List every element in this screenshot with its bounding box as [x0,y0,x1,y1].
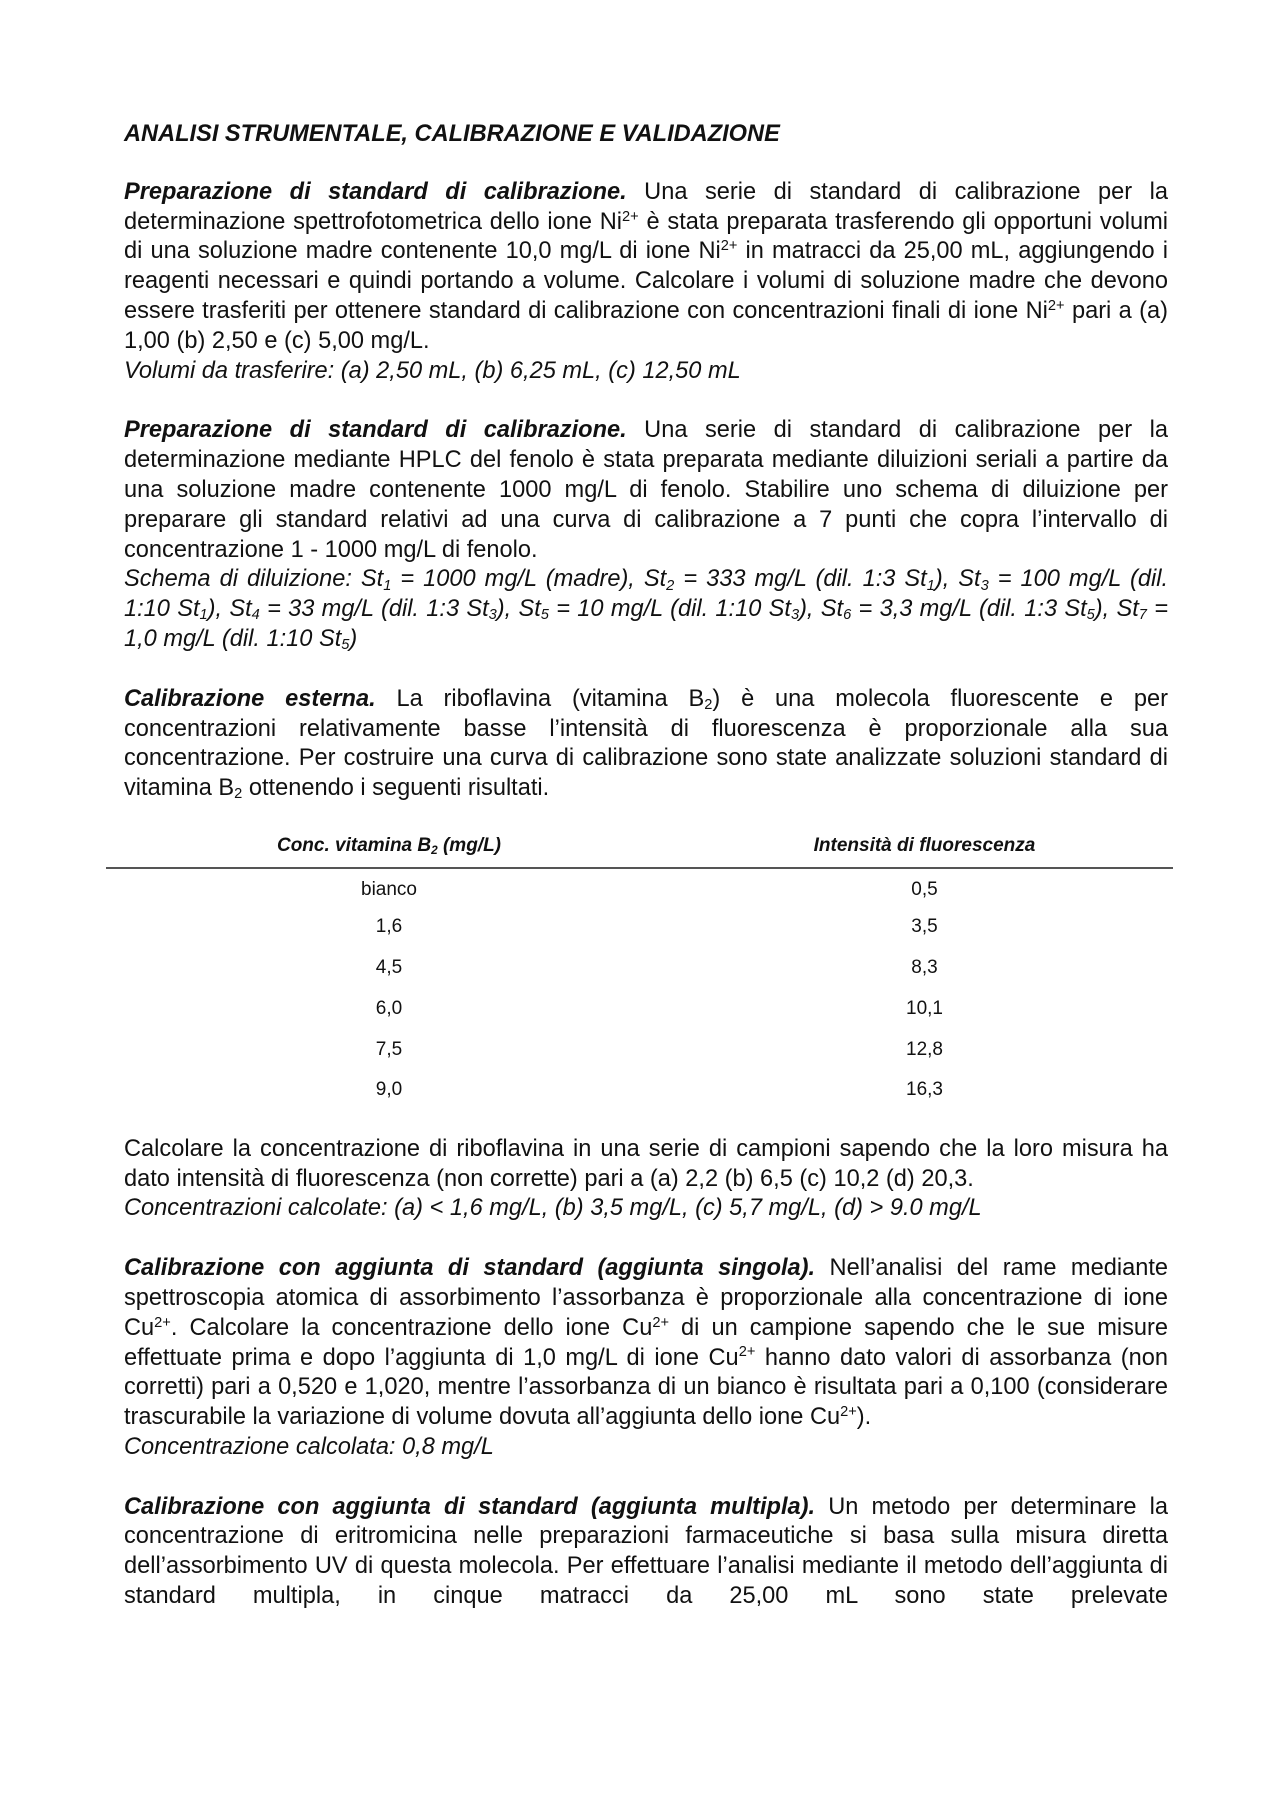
standard-description: = 1,0 mg/L (dil. 1:10 St [124,596,1169,652]
cell-value: 6,0 [375,997,403,1019]
table-row [106,1072,1173,1113]
section-heading: Preparazione di standard di calibrazione. [124,417,627,444]
cell-concentration [106,990,636,1031]
standard-description: = 333 mg/L (dil. 1:3 St [674,566,927,593]
dilution-scheme [124,565,1168,654]
standard-description: = 10 mg/L (dil. 1:10 St [548,596,791,623]
standard-label: St [360,566,384,593]
header-text: (mg/L) [437,834,502,856]
cell-value: 3,5 [911,916,938,938]
standard-index: 7 [1138,607,1147,624]
table-row [106,909,1173,950]
standard-description: = 3,3 mg/L (dil. 1:3 St [851,596,1087,623]
superscript-charge: 2+ [840,1404,857,1421]
cell-intensity [636,1072,1173,1113]
body-text: è stata preparata trasferendo gli opportuni volumi di una soluzione madre contenente 10,0 mg/L di ione Ni [124,208,1168,265]
body-text: ) è una molecola fluorescente e per concentrazioni relativamente basse l’intensità di fluorescenza è proporzionale alla sua concentrazione. Per costruire una curva di calibrazione sono state analizzate soluzioni standard di vitamina B [124,685,1168,802]
standard-label: St [820,596,844,623]
calibration-table [106,834,1173,1113]
document-title: ANALISI STRUMENTALE, CALIBRAZIONE E VALIDAZIONE [124,121,780,147]
cell-value: 16,3 [906,1079,943,1101]
calibration-table-wrapper [106,834,1173,1113]
body-text: ). [856,1404,872,1431]
body-text: in matracci da 25,00 mL, aggiungendo i reagenti necessari e quindi portando a volume. Calcolare i volumi di soluzione madre che devono essere trasferiti per ottenere standard di calibrazione con concentrazioni finali di ione Ni [124,238,1168,324]
cell-intensity [636,868,1173,909]
scheme-prefix: Schema di diluizione: [124,566,361,593]
table-header-row [106,834,1173,868]
standard-description: = 33 mg/L (dil. 1:3 St [259,596,489,623]
standard-reference-index: 5 [341,637,350,654]
cell-intensity [636,950,1173,991]
standard-reference-index: 1 [926,577,935,594]
standard-reference-index: 1 [199,607,208,624]
standard-index: 4 [251,607,260,624]
body-text: Un metodo per determinare la concentrazione di eritromicina nelle preparazioni farmaceutiche si basa sulla misura diretta dell’assorbimento UV di questa molecola. Per effettuare l’analisi mediante il metodo dell’aggiunta di standard multipla, in cinque matracci da 25,00 mL sono state prelevate [124,1493,1168,1610]
cell-value: bianco [361,878,417,900]
body-text: Una serie di standard di calibrazione per la determinazione mediante HPLC del fenolo è stata preparata mediante diluizioni seriali a partire da una soluzione madre contenente 1000 mg/L di fenolo. Stabilire uno schema di diluizione per preparare gli standard relativi ad una curva di calibrazione a 7 punti che copra l’intervallo di concentrazione 1 - 1000 mg/L di fenolo. [124,417,1168,563]
body-text: ottenendo i seguenti risultati. [242,775,550,802]
section-single-addition [124,1254,1168,1463]
body-text: di un campione sapendo che le sue misure effettuate prima e dopo l’aggiunta di 1,0 mg/L di ione Cu [124,1314,1168,1371]
superscript-charge: 2+ [738,1344,756,1361]
standard-description-tail: ), [799,596,821,623]
standard-description-tail: ) [349,625,358,652]
body-text: Una serie di standard di calibrazione per la determinazione spettrofotometrica dello ione Ni [124,178,1168,235]
section-external-calibration [124,685,1168,1224]
standard-label: St [518,596,541,623]
section-body [124,685,1168,804]
section-multiple-addition [124,1493,1168,1612]
standard-reference-index: 3 [790,607,800,624]
superscript-charge: 2+ [1047,297,1065,314]
cell-value: 4,5 [375,956,403,978]
standard-description: = 1000 mg/L (madre), [391,566,644,593]
superscript-charge: 2+ [720,238,738,255]
cell-value: 1,6 [375,916,403,938]
section-heading: Preparazione di standard di calibrazione. [124,178,627,205]
table-row [106,990,1173,1031]
section-answer: Volumi da trasferire: (a) 2,50 mL, (b) 6,25 mL, (c) 12,50 mL [124,357,741,384]
body-text: pari a (a) 1,00 (b) 2,50 e (c) 5,00 mg/L. [124,297,1168,354]
subscript: 2 [431,843,438,857]
body-text: . Calcolare la concentrazione dello ione Cu [170,1314,653,1341]
body-text: hanno dato valori di assorbanza (non corretti) pari a 0,520 e 1,020, mentre l’assorbanza di un bianco è risultata pari a 0,100 (considerare trascurabile la variazione di volume dovuta all’aggiunta dello ione Cu [124,1344,1168,1431]
cell-concentration [106,1072,636,1113]
section-heading: Calibrazione con aggiunta di standard (aggiunta multipla). [124,1493,816,1520]
section-heading: Calibrazione con aggiunta di standard (aggiunta singola). [124,1255,816,1282]
standard-description-tail: ), [1094,596,1117,623]
standard-label: St [958,566,981,593]
cell-value: 12,8 [906,1038,943,1060]
section-ni-standards [124,178,1168,387]
section-phenol-standards [124,416,1168,654]
standard-reference-index: 3 [488,607,497,624]
superscript-charge: 2+ [622,208,639,225]
cell-value: 0,5 [911,878,938,900]
standard-description-tail: ), [934,566,959,593]
cell-concentration [106,868,636,909]
standard-description-tail: ), [496,596,519,623]
column-header-concentration [106,834,636,868]
table-row [106,950,1173,991]
cell-intensity [636,909,1173,950]
standard-description: = 100 mg/L (dil. 1:10 St [124,566,1168,623]
standard-index: 3 [980,577,989,594]
standard-description-tail: ), [207,596,230,623]
section-body [124,1254,1168,1433]
table-row [106,1031,1173,1072]
subscript: 2 [704,696,713,713]
column-header-intensity: Intensità di fluorescenza [636,834,1173,868]
table-body [106,868,1173,1113]
superscript-charge: 2+ [154,1314,171,1331]
superscript-charge: 2+ [652,1314,669,1331]
section-body [124,178,1168,357]
cell-value: 7,5 [375,1038,403,1060]
cell-intensity [636,1031,1173,1072]
cell-concentration [106,1031,636,1072]
section-answer: Concentrazione calcolata: 0,8 mg/L [124,1433,494,1460]
cell-concentration [106,950,636,991]
table-row [106,868,1173,909]
standard-label: St [1116,596,1139,623]
standard-label: St [229,596,252,623]
section-answer: Concentrazioni calcolate: (a) < 1,6 mg/L, (b) 3,5 mg/L, (c) 5,7 mg/L, (d) > 9.0 mg/L [124,1195,982,1222]
section-body [124,416,1168,565]
section-question: Calcolare la concentrazione di riboflavina in una serie di campioni sapendo che la loro misura ha dato intensità di fluorescenza (non corrette) pari a (a) 2,2 (b) 6,5 (c) 10,2 (d) 20,3. [124,1135,1168,1192]
standard-index: 2 [666,577,675,594]
subscript: 2 [234,786,243,803]
body-text: La riboflavina (vitamina B [375,685,705,712]
section-body [124,1493,1168,1612]
cell-intensity [636,990,1173,1031]
cell-value: 10,1 [906,997,943,1019]
standard-label: St [643,566,667,593]
cell-concentration [106,909,636,950]
section-heading: Calibrazione esterna. [124,685,376,712]
standard-reference-index: 5 [1086,607,1095,624]
standard-index: 5 [540,607,549,624]
document-page [124,120,1168,1612]
header-text: Conc. vitamina B [276,834,432,856]
body-text: Nell’analisi del rame mediante spettroscopia atomica di assorbimento l’assorbanza è proporzionale alla concentrazione di ione Cu [124,1255,1168,1341]
standard-index: 6 [843,607,852,624]
cell-value: 8,3 [911,956,938,978]
standard-index: 1 [383,577,392,594]
cell-value: 9,0 [375,1079,403,1101]
